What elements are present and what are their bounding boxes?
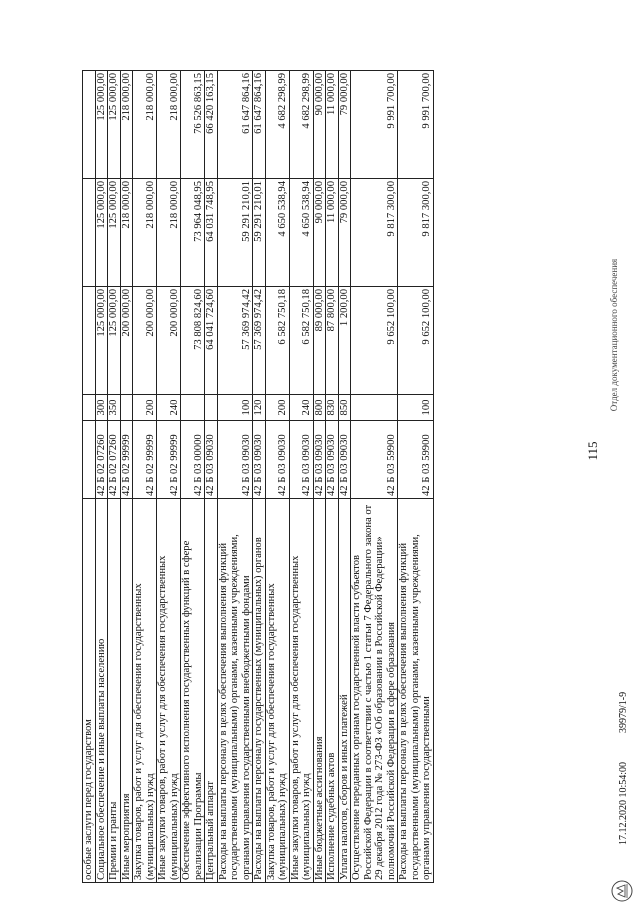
row-code: 42 Б 03 09030: [205, 421, 218, 499]
row-amount-1: 200 000,00: [157, 287, 181, 395]
row-kvr: 800: [313, 395, 326, 421]
row-amount-1: 87 800,00: [326, 287, 339, 395]
row-amount-2: [83, 179, 96, 287]
page-footer: [608, 203, 638, 903]
table-row: [95, 71, 108, 883]
row-kvr: 120: [253, 395, 266, 421]
row-name: Иные мероприятия: [120, 499, 133, 883]
footer-doc-number: 39979/1-9: [618, 691, 629, 733]
row-code: 42 Б 03 09030: [289, 421, 313, 499]
table-row: [205, 71, 218, 883]
row-amount-3: 61 647 864,16: [217, 71, 253, 179]
row-amount-3: 218 000,00: [157, 71, 181, 179]
row-amount-2: 4 650 538,94: [289, 179, 313, 287]
row-amount-1: 57 369 974,42: [217, 287, 253, 395]
row-code: 42 Б 03 09030: [313, 421, 326, 499]
row-kvr: [120, 395, 133, 421]
row-code: 42 Б 03 59900: [351, 421, 398, 499]
footer-datetime: 17.12.2020 10:54:00: [618, 761, 629, 845]
seal-icon: [610, 879, 634, 903]
row-amount-3: 79 000,00: [338, 71, 351, 179]
row-amount-1: 9 652 100,00: [398, 287, 434, 395]
row-amount-1: 1 200,00: [338, 287, 351, 395]
row-name: Расходы на выплаты персоналу в целях обеспечения выполнения функций государственными (муниципальными) органами, казенными учреждениями, органами управления государственными внебюджетными фондами: [217, 499, 253, 883]
row-kvr: 830: [326, 395, 339, 421]
row-code: 42 Б 03 09030: [326, 421, 339, 499]
row-kvr: 850: [338, 395, 351, 421]
row-amount-2: 9 817 300,00: [351, 179, 398, 287]
table-row: [265, 71, 289, 883]
row-name: Расходы на выплаты персоналу государственных (муниципальных) органов: [253, 499, 266, 883]
row-amount-1: 89 000,00: [313, 287, 326, 395]
row-amount-1: 125 000,00: [95, 287, 108, 395]
table-row: [217, 71, 253, 883]
table-row: [351, 71, 398, 883]
row-amount-3: 66 420 163,15: [205, 71, 218, 179]
row-amount-2: 125 000,00: [108, 179, 121, 287]
row-amount-1: 57 369 974,42: [253, 287, 266, 395]
row-kvr: 350: [108, 395, 121, 421]
table-row: [108, 71, 121, 883]
row-name: Обеспечение эффективного исполнения государственных функций в сфере реализации Программы: [181, 499, 205, 883]
row-name: Иные закупки товаров, работ и услуг для обеспечения государственных (муниципальных) нужд: [289, 499, 313, 883]
row-amount-2: 11 000,00: [326, 179, 339, 287]
row-amount-3: 61 647 864,16: [253, 71, 266, 179]
row-name: Исполнение судебных актов: [326, 499, 339, 883]
table-row: [326, 71, 339, 883]
row-amount-3: 125 000,00: [95, 71, 108, 179]
row-name: Расходы на выплаты персоналу в целях обеспечения выполнения функций государственными (муниципальными) органами, казенными учреждениями, органами управления государственными: [398, 499, 434, 883]
row-name: Закупка товаров, работ и услуг для обеспечения государственных (муниципальных) нужд: [265, 499, 289, 883]
table-row: [157, 71, 181, 883]
row-name: Центральный аппарат: [205, 499, 218, 883]
row-amount-1: 200 000,00: [120, 287, 133, 395]
row-amount-3: 11 000,00: [326, 71, 339, 179]
row-amount-3: [83, 71, 96, 179]
row-code: 42 Б 02 07260: [108, 421, 121, 499]
row-amount-3: 90 000,00: [313, 71, 326, 179]
row-amount-3: 4 682 298,99: [265, 71, 289, 179]
row-amount-3: 218 000,00: [133, 71, 157, 179]
department-stamp: Отдел документационного обеспечения: [609, 258, 619, 412]
row-amount-2: 59 291 210,01: [253, 179, 266, 287]
row-code: 42 Б 02 99999: [120, 421, 133, 499]
row-amount-2: 64 031 748,95: [205, 179, 218, 287]
row-name: Иные бюджетные ассигнования: [313, 499, 326, 883]
row-code: [83, 421, 96, 499]
row-code: 42 Б 03 59900: [398, 421, 434, 499]
table-row: [313, 71, 326, 883]
row-amount-2: 218 000,00: [133, 179, 157, 287]
row-code: 42 Б 03 09030: [265, 421, 289, 499]
row-kvr: 200: [133, 395, 157, 421]
row-amount-1: 73 808 824,60: [181, 287, 205, 395]
row-kvr: [181, 395, 205, 421]
table-row: [253, 71, 266, 883]
row-amount-2: 218 000,00: [157, 179, 181, 287]
row-amount-3: 125 000,00: [108, 71, 121, 179]
row-amount-2: 73 964 048,95: [181, 179, 205, 287]
row-amount-3: 9 991 700,00: [351, 71, 398, 179]
row-amount-2: 218 000,00: [120, 179, 133, 287]
row-amount-3: 9 991 700,00: [398, 71, 434, 179]
row-amount-1: 6 582 750,18: [289, 287, 313, 395]
row-kvr: 200: [265, 395, 289, 421]
row-kvr: [351, 395, 398, 421]
row-amount-1: 9 652 100,00: [351, 287, 398, 395]
row-amount-3: 76 526 863,15: [181, 71, 205, 179]
row-code: 42 Б 02 07260: [95, 421, 108, 499]
row-kvr: 240: [157, 395, 181, 421]
row-kvr: [83, 395, 96, 421]
row-amount-1: 125 000,00: [108, 287, 121, 395]
row-name: Уплата налогов, сборов и иных платежей: [338, 499, 351, 883]
row-amount-2: 90 000,00: [313, 179, 326, 287]
budget-table: [82, 70, 434, 883]
row-code: 42 Б 03 09030: [217, 421, 253, 499]
row-kvr: 300: [95, 395, 108, 421]
row-amount-2: 79 000,00: [338, 179, 351, 287]
row-amount-3: 4 682 298,99: [289, 71, 313, 179]
row-kvr: 240: [289, 395, 313, 421]
row-name: Осуществление переданных органам государственной власти субъектов Российской Федерации в соответствии с частью 1 статьи 7 Федерального закона от 29 декабря 2012 года № 273-ФЗ «Об образовании в Российской Федерации» полномочий Российской Федерации в сфере образования: [351, 499, 398, 883]
row-amount-1: 200 000,00: [133, 287, 157, 395]
row-amount-2: 59 291 210,01: [217, 179, 253, 287]
table-row: [83, 71, 96, 883]
table-row: [133, 71, 157, 883]
row-name: Закупка товаров, работ и услуг для обеспечения государственных (муниципальных) нужд: [133, 499, 157, 883]
table-row: [181, 71, 205, 883]
row-kvr: 100: [398, 395, 434, 421]
row-code: 42 Б 03 00000: [181, 421, 205, 499]
table-row: [120, 71, 133, 883]
row-code: 42 Б 02 99999: [157, 421, 181, 499]
row-amount-2: 4 650 538,94: [265, 179, 289, 287]
row-amount-2: 9 817 300,00: [398, 179, 434, 287]
row-name: Премии и гранты: [108, 499, 121, 883]
row-kvr: [205, 395, 218, 421]
row-name: Иные закупки товаров, работ и услуг для обеспечения государственных (муниципальных) нужд: [157, 499, 181, 883]
row-name: особые заслуги перед государством: [83, 499, 96, 883]
row-amount-2: 125 000,00: [95, 179, 108, 287]
row-name: Социальное обеспечение и иные выплаты населению: [95, 499, 108, 883]
row-kvr: 100: [217, 395, 253, 421]
table-row: [338, 71, 351, 883]
row-amount-3: 218 000,00: [120, 71, 133, 179]
row-amount-1: 64 041 724,60: [205, 287, 218, 395]
row-amount-1: [83, 287, 96, 395]
row-amount-1: 6 582 750,18: [265, 287, 289, 395]
row-code: 42 Б 03 09030: [253, 421, 266, 499]
row-code: 42 Б 03 09030: [338, 421, 351, 499]
row-code: 42 Б 02 99999: [133, 421, 157, 499]
table-row: [398, 71, 434, 883]
page-number: 115: [585, 441, 600, 461]
table-row: [289, 71, 313, 883]
